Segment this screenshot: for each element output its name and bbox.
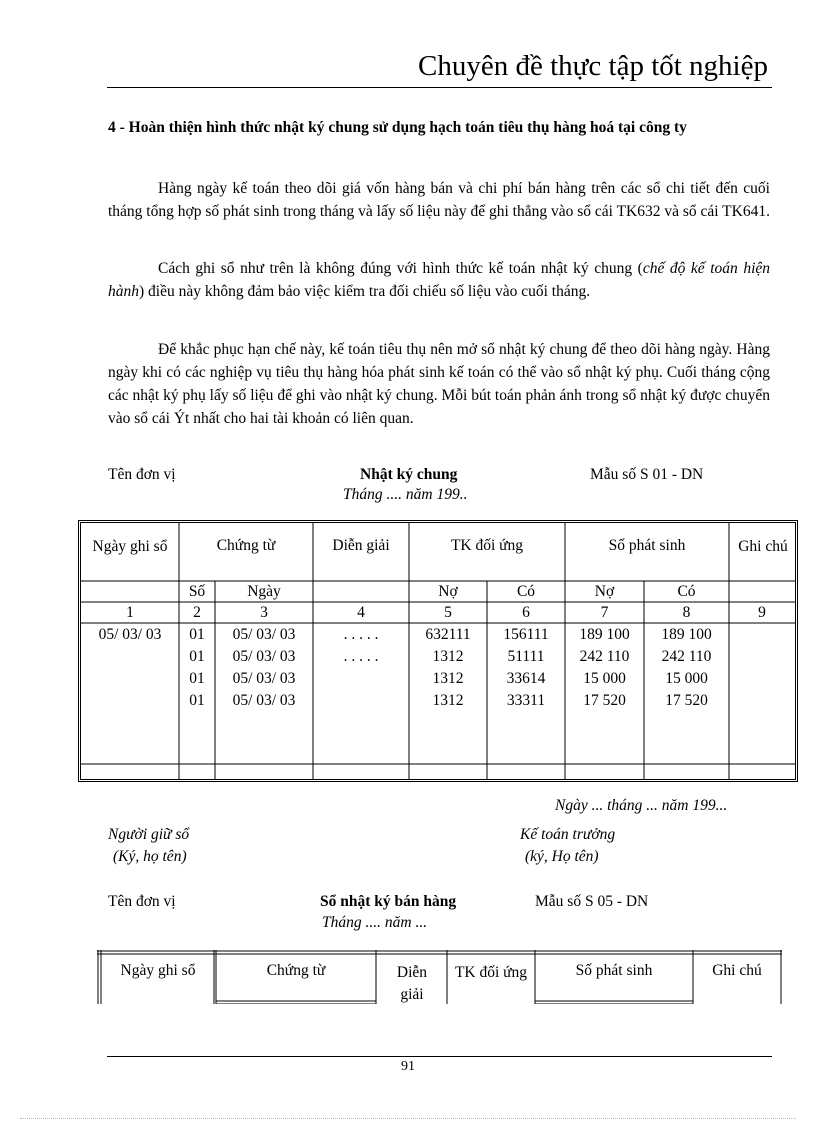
journal-cell-no: 01 bbox=[189, 670, 205, 687]
keeper-label: Người giữ sổ bbox=[108, 826, 190, 843]
chief-accountant-label: Kế toán trưởng bbox=[520, 826, 616, 843]
paragraph-2-text-b: ) điều này không đảm bảo việc kiểm tra đối chiếu số liệu vào cuối tháng. bbox=[139, 283, 591, 300]
keeper-note: (Ký, họ tên) bbox=[113, 848, 187, 865]
chief-accountant-note: (ký, Họ tên) bbox=[525, 848, 599, 865]
journal-cell-vdate: 05/ 03/ 03 bbox=[232, 692, 296, 709]
journal-form-code: Mẫu số S 01 - DN bbox=[590, 466, 704, 483]
journal-cell-debit: 632111 bbox=[425, 626, 471, 643]
sales-col-header-note: Ghi chú bbox=[712, 962, 762, 979]
col-header-description: Diễn giải bbox=[332, 537, 390, 554]
col-header-voucher-date: Ngày bbox=[247, 583, 281, 600]
journal-cell-debit: 1312 bbox=[432, 670, 464, 687]
journal-cell-debit: 1312 bbox=[432, 692, 464, 709]
sales-col-header-amount: Số phát sinh bbox=[575, 962, 653, 979]
journal-cell-debit: 1312 bbox=[432, 648, 464, 665]
journal-cell-date: 05/ 03/ 03 bbox=[98, 626, 162, 643]
footer-divider bbox=[107, 1056, 772, 1057]
section-title: 4 - Hoàn thiện hình thức nhật ký chung sử dụng hạch toán tiêu thụ hàng hoá tại công ty bbox=[108, 119, 687, 136]
col-number: 6 bbox=[522, 604, 530, 621]
journal-cell-vdate: 05/ 03/ 03 bbox=[232, 626, 296, 643]
sales-journal-unit-label: Tên đơn vị bbox=[108, 893, 176, 910]
col-number: 7 bbox=[600, 604, 609, 621]
sales-journal-period: Tháng .... năm ... bbox=[322, 914, 428, 931]
col-number: 2 bbox=[193, 604, 201, 621]
col-number: 3 bbox=[260, 604, 268, 621]
paragraph-1: Hàng ngày kế toán theo dõi giá vốn hàng bán và chi phí bán hàng trên các sổ chi tiết đến cuối tháng tổng hợp số phát sinh trong tháng và lấy số liệu này để ghi thẳng vào sổ cái TK632 và sổ cái TK641. bbox=[108, 180, 770, 220]
col-header-date: Ngày ghi sổ bbox=[92, 538, 168, 555]
journal-period: Tháng .... năm 199.. bbox=[343, 486, 468, 503]
journal-cell-credit: 51111 bbox=[507, 648, 545, 665]
sales-journal-table bbox=[97, 950, 782, 1004]
journal-title: Nhật ký chung bbox=[360, 466, 458, 483]
journal-cell-amt-debit: 189 100 bbox=[579, 626, 630, 643]
journal-cell-vdate: 05/ 03/ 03 bbox=[232, 670, 296, 687]
sales-col-header-description: Diễn giải bbox=[396, 964, 428, 1003]
journal-cell-amt-credit: 189 100 bbox=[661, 626, 712, 643]
col-header-voucher: Chứng từ bbox=[216, 537, 276, 554]
col-number: 4 bbox=[357, 604, 365, 621]
col-number: 9 bbox=[758, 604, 766, 621]
col-header-amount-debit: Nợ bbox=[594, 583, 615, 600]
document-header-title: Chuyên đề thực tập tốt nghiệp bbox=[418, 50, 768, 82]
col-number: 1 bbox=[126, 604, 134, 621]
journal-cell-amt-debit: 15 000 bbox=[583, 670, 626, 687]
journal-cell-amt-debit: 17 520 bbox=[583, 692, 626, 709]
sales-col-header-account: TK đối ứng bbox=[454, 964, 528, 981]
journal-cell-desc: . . . . . bbox=[343, 626, 379, 643]
sales-journal-form-code: Mẫu số S 05 - DN bbox=[535, 893, 649, 910]
journal-cell-no: 01 bbox=[189, 648, 205, 665]
journal-cell-no: 01 bbox=[189, 692, 205, 709]
paragraph-2-text-a: Cách ghi sổ như trên là không đúng với hình thức kế toán nhật ký chung ( bbox=[158, 260, 643, 277]
journal-cell-vdate: 05/ 03/ 03 bbox=[232, 648, 296, 665]
header-divider bbox=[107, 87, 772, 88]
col-header-credit: Có bbox=[516, 583, 536, 600]
col-number: 5 bbox=[444, 604, 452, 621]
col-number: 8 bbox=[682, 604, 691, 621]
paragraph-3: Để khắc phục hạn chế này, kế toán tiêu thụ nên mở sổ nhật ký chung để theo dõi hàng ngày. Hàng ngày khi có các nghiệp vụ tiêu thụ hàng hóa phát sinh kế toán có thể vào sổ nhật ký phụ. Cuối tháng cộng các nhật ký phụ lấy số liệu để ghi vào nhật ký chung. Mỗi bút toán phản ánh trong sổ nhật ký được chuyển vào sổ cái Ýt nhất cho hai tài khoản có liên quan. bbox=[108, 341, 770, 427]
journal-cell-credit: 33311 bbox=[506, 692, 546, 709]
journal-cell-credit: 156111 bbox=[503, 626, 549, 643]
journal-cell-no: 01 bbox=[189, 626, 205, 643]
sales-journal-title: Sổ nhật ký bán hàng bbox=[320, 893, 457, 910]
page-edge-rule bbox=[20, 1118, 796, 1119]
col-header-amount: Số phát sinh bbox=[608, 537, 686, 554]
paragraph-2 bbox=[108, 257, 770, 303]
journal-cell-amt-credit: 17 520 bbox=[665, 692, 708, 709]
col-header-note: Ghi chú bbox=[738, 538, 788, 555]
paragraph-2-italic: chế độ kế toán hiện hành bbox=[108, 260, 771, 300]
col-header-voucher-no: Số bbox=[188, 583, 206, 600]
journal-cell-amt-credit: 15 000 bbox=[665, 670, 708, 687]
page-number: 91 bbox=[401, 1059, 415, 1074]
signature-date-line: Ngày ... tháng ... năm 199... bbox=[555, 797, 728, 814]
journal-cell-desc: . . . . . bbox=[343, 648, 379, 665]
journal-unit-label: Tên đơn vị bbox=[108, 466, 176, 483]
journal-cell-amt-debit: 242 110 bbox=[579, 648, 630, 665]
sales-col-header-voucher: Chứng từ bbox=[266, 962, 326, 979]
journal-cell-amt-credit: 242 110 bbox=[661, 648, 712, 665]
general-journal-table bbox=[78, 520, 798, 782]
journal-cell-credit: 33614 bbox=[506, 670, 546, 687]
col-header-debit: Nợ bbox=[438, 583, 458, 600]
col-header-account: TK đối ứng bbox=[450, 537, 524, 554]
sales-col-header-date: Ngày ghi sổ bbox=[120, 962, 196, 979]
col-header-amount-credit: Có bbox=[677, 583, 696, 600]
